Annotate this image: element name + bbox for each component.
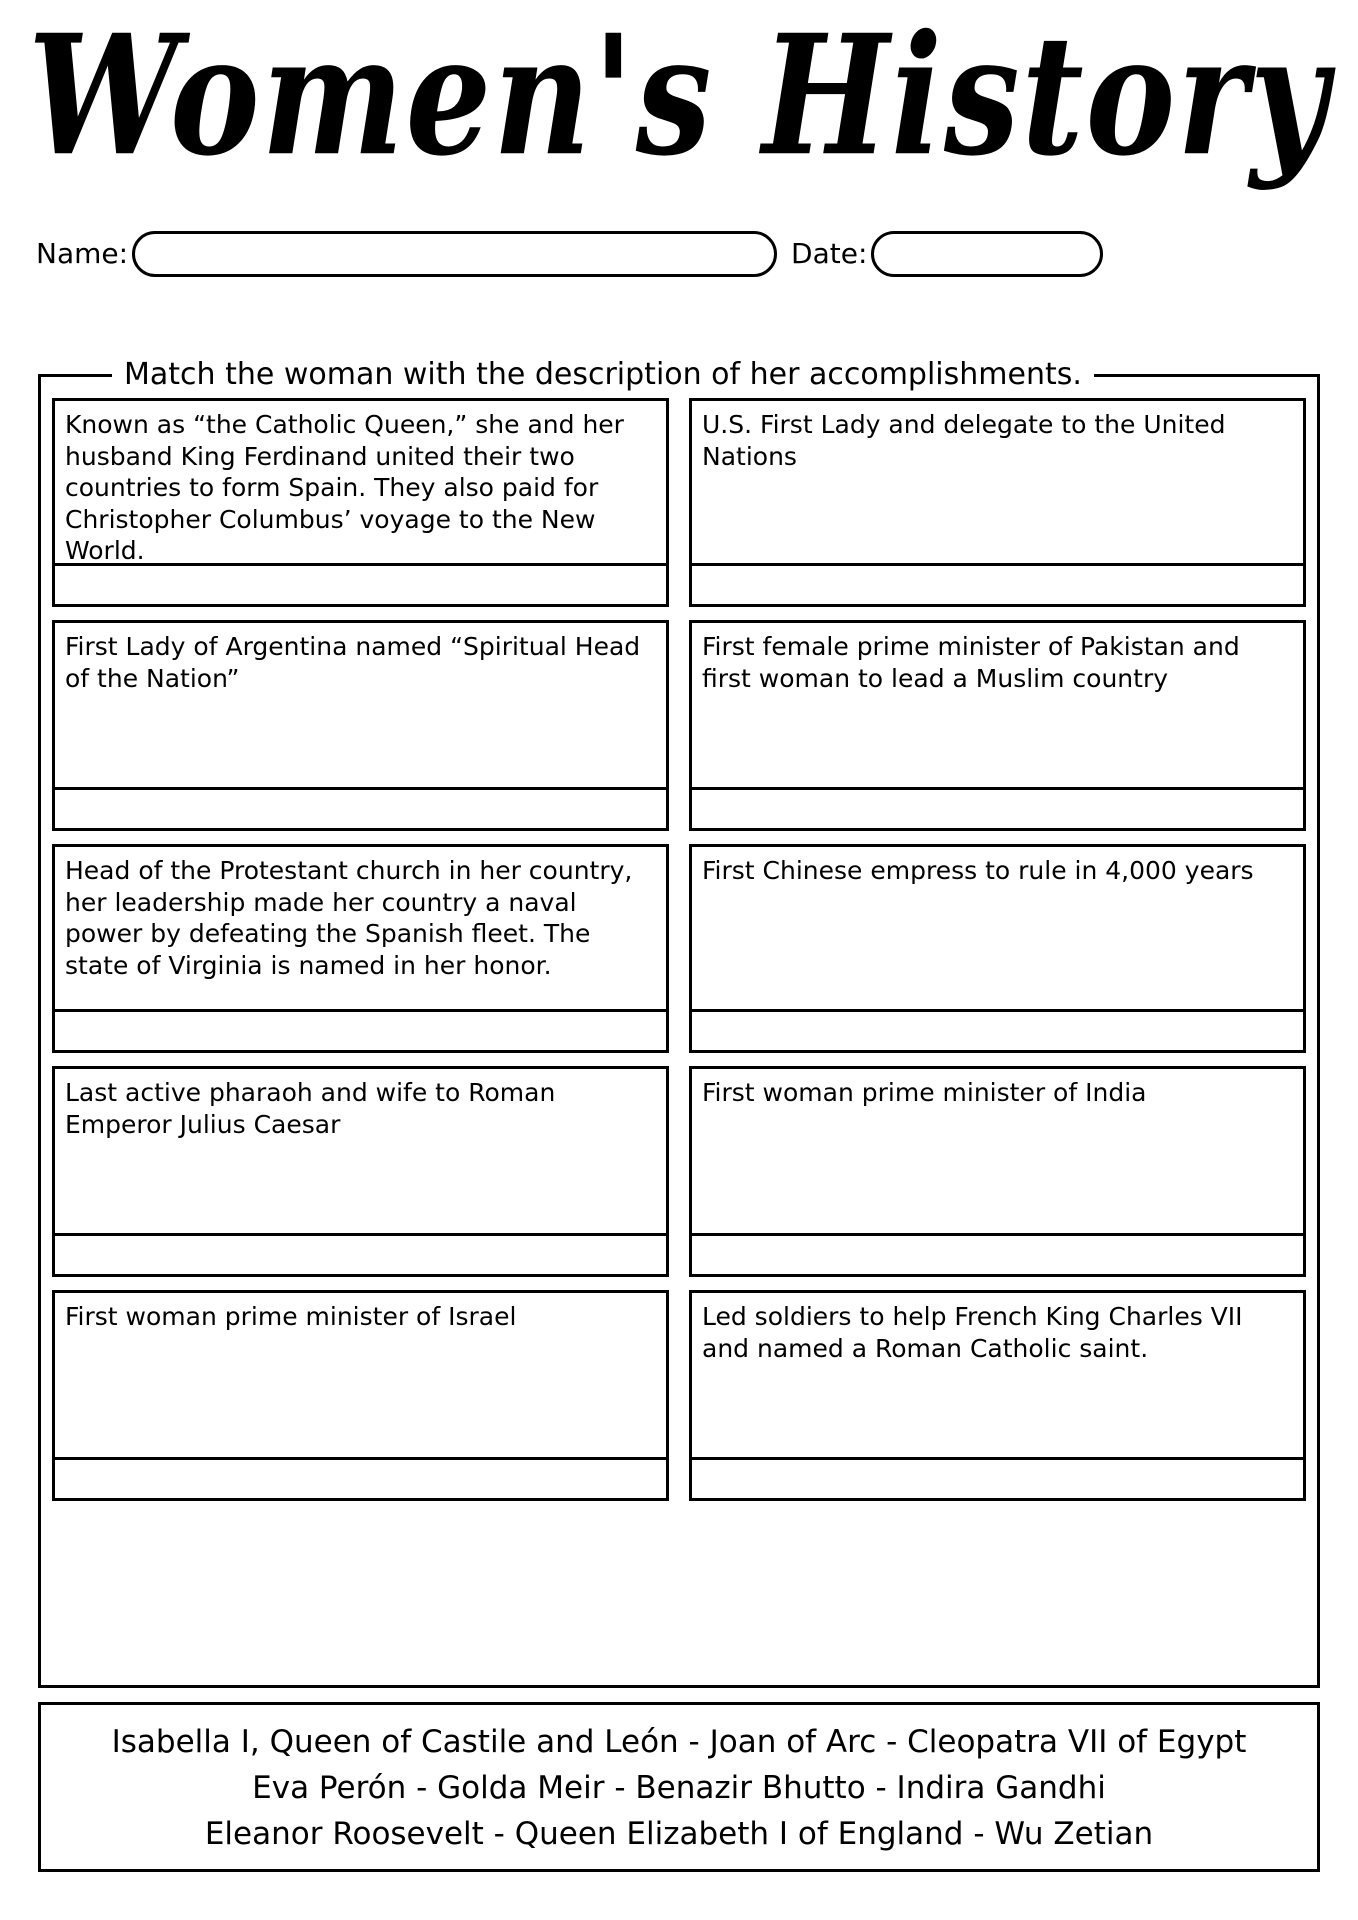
match-item	[689, 844, 1306, 1053]
match-answer-field[interactable]	[55, 1457, 666, 1498]
date-label: Date:	[791, 237, 868, 270]
match-description: Known as “the Catholic Queen,” she and her husband King Ferdinand united their two countries to form Spain. They also paid for Christopher Columbus’ voyage to the New World.	[65, 410, 624, 563]
match-description: First woman prime minister of India	[702, 1078, 1147, 1107]
match-item	[689, 398, 1306, 607]
worksheet-title-container	[0, 0, 1358, 194]
match-description: First Lady of Argentina named “Spiritual Head of the Nation”	[65, 632, 641, 693]
match-description: Last active pharaoh and wife to Roman Emperor Julius Caesar	[65, 1078, 556, 1139]
match-answer-field[interactable]	[692, 1009, 1303, 1050]
match-item	[52, 398, 669, 607]
match-item	[52, 1290, 669, 1501]
match-answer-field[interactable]	[55, 563, 666, 604]
matching-grid	[52, 398, 1308, 1676]
page-title: Women's History	[28, 0, 1330, 194]
word-bank	[38, 1702, 1320, 1872]
match-item	[689, 620, 1306, 831]
name-date-row	[36, 228, 1322, 280]
match-answer-field[interactable]	[692, 1457, 1303, 1498]
match-item	[52, 844, 669, 1053]
match-item	[689, 1066, 1306, 1277]
match-answer-field[interactable]	[55, 1009, 666, 1050]
match-item	[52, 620, 669, 831]
matching-row	[52, 844, 1308, 1053]
match-description: Led soldiers to help French King Charles VII and named a Roman Catholic saint.	[702, 1302, 1243, 1363]
word-bank-line: Eleanor Roosevelt - Queen Elizabeth I of England - Wu Zetian	[204, 1816, 1154, 1852]
name-input[interactable]	[132, 231, 777, 277]
matching-row	[52, 1290, 1308, 1501]
instruction-text: Match the woman with the description of her accomplishments.	[112, 358, 1094, 392]
match-item	[689, 1290, 1306, 1501]
word-bank-line: Eva Perón - Golda Meir - Benazir Bhutto - Indira Gandhi	[252, 1770, 1106, 1806]
match-item	[52, 1066, 669, 1277]
date-input[interactable]	[871, 231, 1103, 277]
matching-row	[52, 620, 1308, 831]
match-answer-field[interactable]	[55, 787, 666, 828]
match-description: Head of the Protestant church in her country, her leadership made her country a naval power by defeating the Spanish fleet. The state of Virginia is named in her honor.	[65, 856, 633, 980]
match-answer-field[interactable]	[692, 787, 1303, 828]
match-description: First Chinese empress to rule in 4,000 years	[702, 856, 1254, 885]
name-label: Name:	[36, 237, 129, 270]
match-description: First woman prime minister of Israel	[65, 1302, 517, 1331]
match-answer-field[interactable]	[692, 563, 1303, 604]
matching-row	[52, 1066, 1308, 1277]
match-answer-field[interactable]	[55, 1233, 666, 1274]
match-description: U.S. First Lady and delegate to the United Nations	[702, 410, 1226, 471]
word-bank-line: Isabella I, Queen of Castile and León - Joan of Arc - Cleopatra VII of Egypt	[111, 1724, 1247, 1760]
match-answer-field[interactable]	[692, 1233, 1303, 1274]
matching-row	[52, 398, 1308, 607]
match-description: First female prime minister of Pakistan and first woman to lead a Muslim country	[702, 632, 1240, 693]
